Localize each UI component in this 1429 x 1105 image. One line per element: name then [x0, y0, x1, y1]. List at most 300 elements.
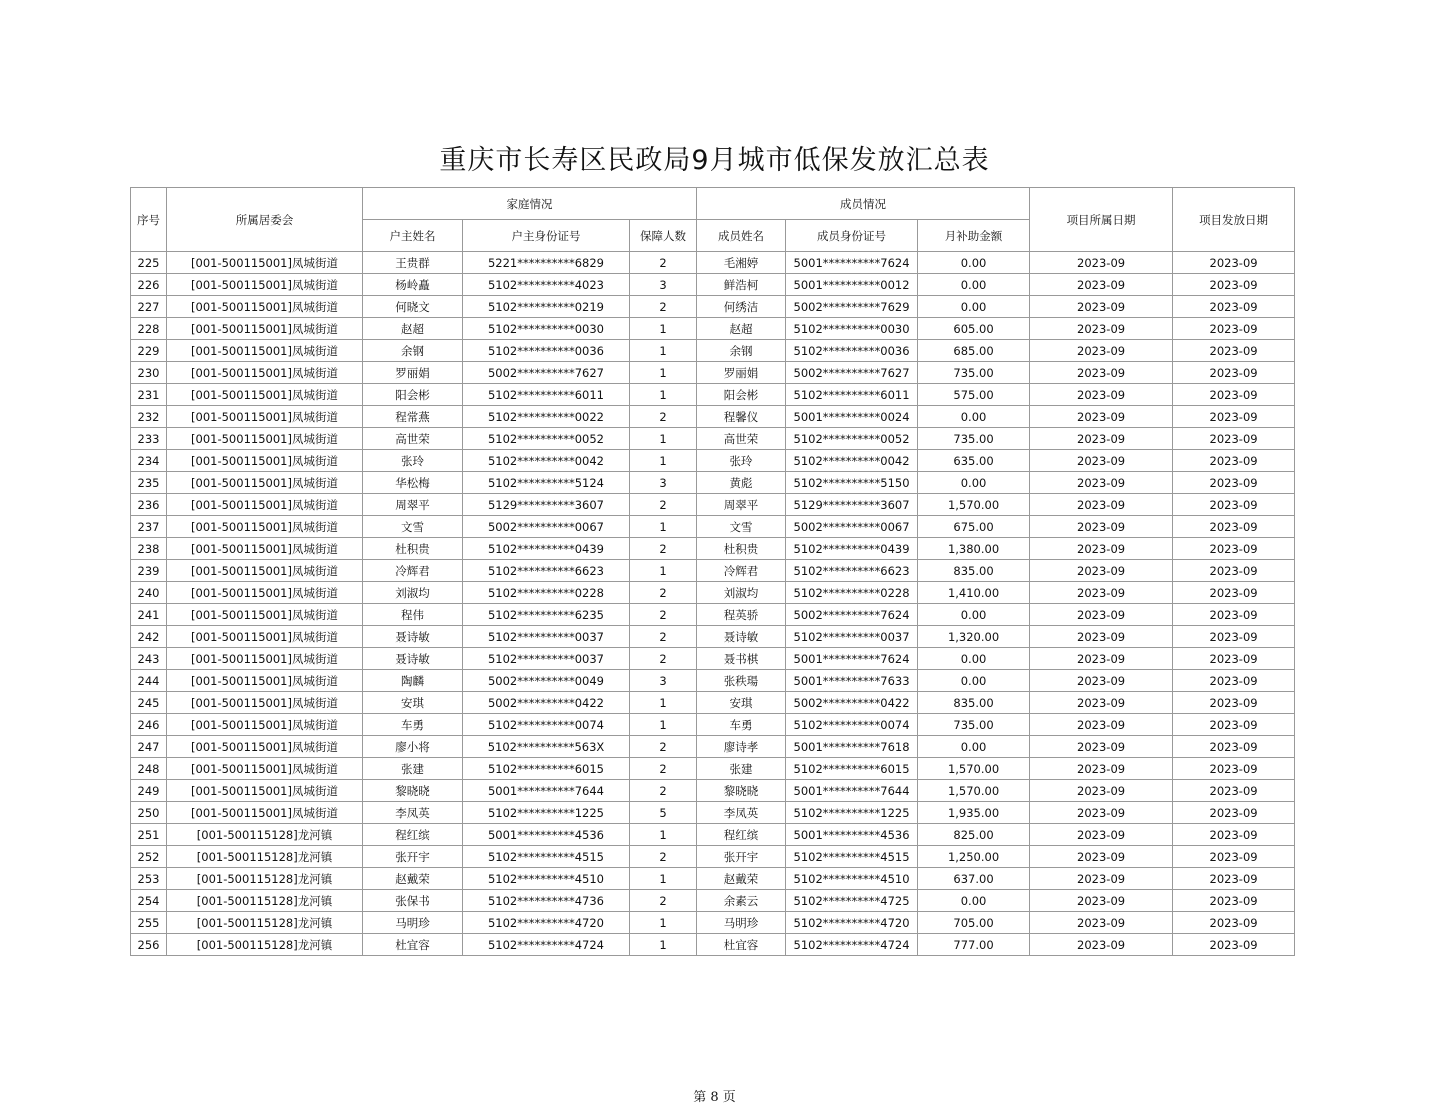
covered-count-cell: 2	[630, 582, 697, 604]
committee-cell: [001-500115001]凤城街道	[167, 516, 363, 538]
project-date-cell: 2023-09	[1030, 934, 1173, 956]
seq-cell: 235	[131, 472, 167, 494]
owner-name-cell: 罗丽娟	[363, 362, 463, 384]
covered-count-cell: 1	[630, 692, 697, 714]
committee-cell: [001-500115001]凤城街道	[167, 626, 363, 648]
committee-cell: [001-500115001]凤城街道	[167, 714, 363, 736]
covered-count-cell: 1	[630, 560, 697, 582]
seq-cell: 237	[131, 516, 167, 538]
covered-count-cell: 2	[630, 626, 697, 648]
committee-cell: [001-500115001]凤城街道	[167, 670, 363, 692]
monthly-subsidy-cell: 1,935.00	[918, 802, 1030, 824]
header-covered-count: 保障人数	[630, 220, 697, 252]
issue-date-cell: 2023-09	[1173, 604, 1295, 626]
owner-id-cell: 5102**********4736	[463, 890, 630, 912]
issue-date-cell: 2023-09	[1173, 362, 1295, 384]
owner-id-cell: 5102**********0042	[463, 450, 630, 472]
member-name-cell: 张建	[697, 758, 786, 780]
owner-name-cell: 杨岭矗	[363, 274, 463, 296]
member-name-cell: 高世荣	[697, 428, 786, 450]
seq-cell: 247	[131, 736, 167, 758]
owner-id-cell: 5102**********0052	[463, 428, 630, 450]
header-member-name: 成员姓名	[697, 220, 786, 252]
table-row	[131, 912, 1295, 934]
project-date-cell: 2023-09	[1030, 648, 1173, 670]
monthly-subsidy-cell: 835.00	[918, 692, 1030, 714]
owner-id-cell: 5102**********0036	[463, 340, 630, 362]
monthly-subsidy-cell: 1,380.00	[918, 538, 1030, 560]
owner-id-cell: 5001**********4536	[463, 824, 630, 846]
project-date-cell: 2023-09	[1030, 560, 1173, 582]
owner-id-cell: 5221**********6829	[463, 252, 630, 274]
covered-count-cell: 3	[630, 670, 697, 692]
monthly-subsidy-cell: 1,320.00	[918, 626, 1030, 648]
header-owner-id: 户主身份证号	[463, 220, 630, 252]
member-id-cell: 5102**********0030	[786, 318, 918, 340]
seq-cell: 226	[131, 274, 167, 296]
covered-count-cell: 2	[630, 736, 697, 758]
member-name-cell: 聂诗敏	[697, 626, 786, 648]
project-date-cell: 2023-09	[1030, 670, 1173, 692]
monthly-subsidy-cell: 1,570.00	[918, 780, 1030, 802]
project-date-cell: 2023-09	[1030, 802, 1173, 824]
issue-date-cell: 2023-09	[1173, 406, 1295, 428]
committee-cell: [001-500115128]龙河镇	[167, 890, 363, 912]
project-date-cell: 2023-09	[1030, 516, 1173, 538]
owner-name-cell: 车勇	[363, 714, 463, 736]
owner-name-cell: 廖小将	[363, 736, 463, 758]
table-row	[131, 472, 1295, 494]
issue-date-cell: 2023-09	[1173, 780, 1295, 802]
owner-name-cell: 安琪	[363, 692, 463, 714]
member-name-cell: 程馨仪	[697, 406, 786, 428]
member-id-cell: 5002**********0422	[786, 692, 918, 714]
header-family-group: 家庭情况	[363, 188, 697, 220]
owner-id-cell: 5102**********6623	[463, 560, 630, 582]
owner-id-cell: 5002**********0067	[463, 516, 630, 538]
table-row	[131, 802, 1295, 824]
table-row	[131, 648, 1295, 670]
project-date-cell: 2023-09	[1030, 692, 1173, 714]
project-date-cell: 2023-09	[1030, 494, 1173, 516]
issue-date-cell: 2023-09	[1173, 450, 1295, 472]
member-id-cell: 5102**********5150	[786, 472, 918, 494]
owner-id-cell: 5102**********563X	[463, 736, 630, 758]
member-id-cell: 5001**********4536	[786, 824, 918, 846]
covered-count-cell: 1	[630, 824, 697, 846]
covered-count-cell: 1	[630, 450, 697, 472]
covered-count-cell: 2	[630, 406, 697, 428]
covered-count-cell: 1	[630, 868, 697, 890]
covered-count-cell: 1	[630, 428, 697, 450]
covered-count-cell: 1	[630, 516, 697, 538]
covered-count-cell: 2	[630, 538, 697, 560]
member-name-cell: 刘淑均	[697, 582, 786, 604]
member-id-cell: 5102**********0439	[786, 538, 918, 560]
member-id-cell: 5102**********6623	[786, 560, 918, 582]
page-title: 重庆市长寿区民政局9月城市低保发放汇总表	[439, 145, 990, 176]
committee-cell: [001-500115001]凤城街道	[167, 428, 363, 450]
issue-date-cell: 2023-09	[1173, 296, 1295, 318]
monthly-subsidy-cell: 637.00	[918, 868, 1030, 890]
member-name-cell: 聂书棋	[697, 648, 786, 670]
member-id-cell: 5001**********0012	[786, 274, 918, 296]
committee-cell: [001-500115001]凤城街道	[167, 362, 363, 384]
table-row	[131, 626, 1295, 648]
member-name-cell: 鲜浩柯	[697, 274, 786, 296]
member-id-cell: 5102**********4725	[786, 890, 918, 912]
owner-name-cell: 陶麟	[363, 670, 463, 692]
project-date-cell: 2023-09	[1030, 626, 1173, 648]
monthly-subsidy-cell: 0.00	[918, 252, 1030, 274]
table-row	[131, 274, 1295, 296]
member-name-cell: 张玲	[697, 450, 786, 472]
committee-cell: [001-500115001]凤城街道	[167, 274, 363, 296]
issue-date-cell: 2023-09	[1173, 912, 1295, 934]
table-row	[131, 318, 1295, 340]
member-name-cell: 廖诗孝	[697, 736, 786, 758]
issue-date-cell: 2023-09	[1173, 472, 1295, 494]
seq-cell: 230	[131, 362, 167, 384]
covered-count-cell: 1	[630, 714, 697, 736]
monthly-subsidy-cell: 0.00	[918, 604, 1030, 626]
covered-count-cell: 1	[630, 384, 697, 406]
member-name-cell: 黄彪	[697, 472, 786, 494]
owner-name-cell: 马明珍	[363, 912, 463, 934]
seq-cell: 252	[131, 846, 167, 868]
member-id-cell: 5001**********7624	[786, 252, 918, 274]
table-row	[131, 428, 1295, 450]
committee-cell: [001-500115128]龙河镇	[167, 846, 363, 868]
owner-id-cell: 5129**********3607	[463, 494, 630, 516]
issue-date-cell: 2023-09	[1173, 714, 1295, 736]
project-date-cell: 2023-09	[1030, 714, 1173, 736]
monthly-subsidy-cell: 0.00	[918, 670, 1030, 692]
table-row	[131, 824, 1295, 846]
member-id-cell: 5102**********6011	[786, 384, 918, 406]
seq-cell: 232	[131, 406, 167, 428]
member-name-cell: 安琪	[697, 692, 786, 714]
member-name-cell: 阳会彬	[697, 384, 786, 406]
member-id-cell: 5102**********0042	[786, 450, 918, 472]
owner-name-cell: 杜宜容	[363, 934, 463, 956]
committee-cell: [001-500115128]龙河镇	[167, 868, 363, 890]
table-row	[131, 714, 1295, 736]
covered-count-cell: 2	[630, 604, 697, 626]
issue-date-cell: 2023-09	[1173, 626, 1295, 648]
issue-date-cell: 2023-09	[1173, 934, 1295, 956]
issue-date-cell: 2023-09	[1173, 274, 1295, 296]
project-date-cell: 2023-09	[1030, 450, 1173, 472]
table-row	[131, 450, 1295, 472]
table-row	[131, 934, 1295, 956]
seq-cell: 229	[131, 340, 167, 362]
member-name-cell: 余素云	[697, 890, 786, 912]
header-seq: 序号	[131, 188, 167, 252]
owner-name-cell: 程红缤	[363, 824, 463, 846]
table-row	[131, 252, 1295, 274]
committee-cell: [001-500115128]龙河镇	[167, 934, 363, 956]
table-row	[131, 692, 1295, 714]
committee-cell: [001-500115001]凤城街道	[167, 384, 363, 406]
owner-id-cell: 5102**********0037	[463, 626, 630, 648]
issue-date-cell: 2023-09	[1173, 384, 1295, 406]
issue-date-cell: 2023-09	[1173, 516, 1295, 538]
header-member-group: 成员情况	[697, 188, 1030, 220]
owner-id-cell: 5102**********4724	[463, 934, 630, 956]
member-name-cell: 毛湘婷	[697, 252, 786, 274]
monthly-subsidy-cell: 777.00	[918, 934, 1030, 956]
covered-count-cell: 5	[630, 802, 697, 824]
committee-cell: [001-500115001]凤城街道	[167, 802, 363, 824]
committee-cell: [001-500115001]凤城街道	[167, 318, 363, 340]
table-row	[131, 340, 1295, 362]
seq-cell: 231	[131, 384, 167, 406]
table-row	[131, 494, 1295, 516]
owner-name-cell: 余钢	[363, 340, 463, 362]
owner-id-cell: 5102**********0037	[463, 648, 630, 670]
committee-cell: [001-500115001]凤城街道	[167, 604, 363, 626]
covered-count-cell: 1	[630, 362, 697, 384]
seq-cell: 236	[131, 494, 167, 516]
table-row	[131, 362, 1295, 384]
owner-id-cell: 5002**********0422	[463, 692, 630, 714]
member-name-cell: 赵戴荣	[697, 868, 786, 890]
project-date-cell: 2023-09	[1030, 340, 1173, 362]
covered-count-cell: 1	[630, 934, 697, 956]
project-date-cell: 2023-09	[1030, 406, 1173, 428]
issue-date-cell: 2023-09	[1173, 494, 1295, 516]
committee-cell: [001-500115001]凤城街道	[167, 736, 363, 758]
member-name-cell: 张幵宇	[697, 846, 786, 868]
project-date-cell: 2023-09	[1030, 890, 1173, 912]
project-date-cell: 2023-09	[1030, 274, 1173, 296]
seq-cell: 249	[131, 780, 167, 802]
seq-cell: 253	[131, 868, 167, 890]
issue-date-cell: 2023-09	[1173, 758, 1295, 780]
covered-count-cell: 2	[630, 252, 697, 274]
owner-id-cell: 5002**********7627	[463, 362, 630, 384]
monthly-subsidy-cell: 735.00	[918, 714, 1030, 736]
owner-name-cell: 华松梅	[363, 472, 463, 494]
issue-date-cell: 2023-09	[1173, 824, 1295, 846]
owner-name-cell: 周翠平	[363, 494, 463, 516]
seq-cell: 245	[131, 692, 167, 714]
issue-date-cell: 2023-09	[1173, 802, 1295, 824]
monthly-subsidy-cell: 825.00	[918, 824, 1030, 846]
issue-date-cell: 2023-09	[1173, 670, 1295, 692]
committee-cell: [001-500115001]凤城街道	[167, 296, 363, 318]
monthly-subsidy-cell: 705.00	[918, 912, 1030, 934]
owner-name-cell: 程常燕	[363, 406, 463, 428]
table-row	[131, 560, 1295, 582]
header-project-date: 项目所属日期	[1030, 188, 1173, 252]
committee-cell: [001-500115001]凤城街道	[167, 560, 363, 582]
committee-cell: [001-500115001]凤城街道	[167, 538, 363, 560]
member-name-cell: 冷辉君	[697, 560, 786, 582]
owner-id-cell: 5102**********6011	[463, 384, 630, 406]
seq-cell: 248	[131, 758, 167, 780]
seq-cell: 256	[131, 934, 167, 956]
project-date-cell: 2023-09	[1030, 758, 1173, 780]
covered-count-cell: 1	[630, 912, 697, 934]
seq-cell: 251	[131, 824, 167, 846]
member-id-cell: 5102**********6015	[786, 758, 918, 780]
project-date-cell: 2023-09	[1030, 912, 1173, 934]
covered-count-cell: 2	[630, 890, 697, 912]
member-id-cell: 5102**********0036	[786, 340, 918, 362]
owner-name-cell: 王贵群	[363, 252, 463, 274]
member-id-cell: 5102**********0074	[786, 714, 918, 736]
member-id-cell: 5102**********4515	[786, 846, 918, 868]
project-date-cell: 2023-09	[1030, 868, 1173, 890]
monthly-subsidy-cell: 0.00	[918, 274, 1030, 296]
project-date-cell: 2023-09	[1030, 604, 1173, 626]
monthly-subsidy-cell: 675.00	[918, 516, 1030, 538]
seq-cell: 234	[131, 450, 167, 472]
committee-cell: [001-500115001]凤城街道	[167, 340, 363, 362]
committee-cell: [001-500115001]凤城街道	[167, 582, 363, 604]
owner-id-cell: 5102**********4023	[463, 274, 630, 296]
issue-date-cell: 2023-09	[1173, 890, 1295, 912]
header-member-id: 成员身份证号	[786, 220, 918, 252]
owner-name-cell: 聂诗敏	[363, 648, 463, 670]
monthly-subsidy-cell: 835.00	[918, 560, 1030, 582]
owner-name-cell: 张保书	[363, 890, 463, 912]
member-id-cell: 5102**********1225	[786, 802, 918, 824]
seq-cell: 228	[131, 318, 167, 340]
monthly-subsidy-cell: 0.00	[918, 296, 1030, 318]
header-owner-name: 户主姓名	[363, 220, 463, 252]
owner-name-cell: 聂诗敏	[363, 626, 463, 648]
header-committee: 所属居委会	[167, 188, 363, 252]
project-date-cell: 2023-09	[1030, 472, 1173, 494]
member-id-cell: 5002**********7627	[786, 362, 918, 384]
owner-id-cell: 5002**********0049	[463, 670, 630, 692]
member-name-cell: 张秩瑒	[697, 670, 786, 692]
table-row	[131, 758, 1295, 780]
owner-name-cell: 文雪	[363, 516, 463, 538]
monthly-subsidy-cell: 735.00	[918, 362, 1030, 384]
owner-name-cell: 刘淑均	[363, 582, 463, 604]
table-row	[131, 406, 1295, 428]
member-name-cell: 何绣洁	[697, 296, 786, 318]
owner-id-cell: 5102**********6015	[463, 758, 630, 780]
owner-id-cell: 5102**********4510	[463, 868, 630, 890]
member-name-cell: 杜宜容	[697, 934, 786, 956]
subsidy-table	[130, 187, 1295, 956]
seq-cell: 240	[131, 582, 167, 604]
owner-name-cell: 黎晓晓	[363, 780, 463, 802]
owner-name-cell: 张幵宇	[363, 846, 463, 868]
issue-date-cell: 2023-09	[1173, 340, 1295, 362]
table-row	[131, 384, 1295, 406]
seq-cell: 242	[131, 626, 167, 648]
owner-id-cell: 5102**********0074	[463, 714, 630, 736]
monthly-subsidy-cell: 1,570.00	[918, 758, 1030, 780]
member-id-cell: 5102**********4720	[786, 912, 918, 934]
member-id-cell: 5001**********7644	[786, 780, 918, 802]
member-id-cell: 5102**********0037	[786, 626, 918, 648]
table-body	[131, 252, 1295, 956]
project-date-cell: 2023-09	[1030, 824, 1173, 846]
project-date-cell: 2023-09	[1030, 428, 1173, 450]
seq-cell: 239	[131, 560, 167, 582]
member-id-cell: 5002**********7629	[786, 296, 918, 318]
page-number: 第 8 页	[693, 1090, 736, 1105]
member-name-cell: 李凤英	[697, 802, 786, 824]
seq-cell: 255	[131, 912, 167, 934]
member-name-cell: 文雪	[697, 516, 786, 538]
owner-name-cell: 赵超	[363, 318, 463, 340]
owner-id-cell: 5102**********1225	[463, 802, 630, 824]
issue-date-cell: 2023-09	[1173, 560, 1295, 582]
issue-date-cell: 2023-09	[1173, 648, 1295, 670]
owner-name-cell: 何晓文	[363, 296, 463, 318]
owner-name-cell: 张建	[363, 758, 463, 780]
issue-date-cell: 2023-09	[1173, 736, 1295, 758]
member-name-cell: 程英骄	[697, 604, 786, 626]
monthly-subsidy-cell: 0.00	[918, 736, 1030, 758]
covered-count-cell: 2	[630, 846, 697, 868]
owner-id-cell: 5102**********4515	[463, 846, 630, 868]
table-row	[131, 890, 1295, 912]
seq-cell: 233	[131, 428, 167, 450]
issue-date-cell: 2023-09	[1173, 868, 1295, 890]
table-header	[131, 188, 1295, 252]
committee-cell: [001-500115001]凤城街道	[167, 780, 363, 802]
member-id-cell: 5102**********4724	[786, 934, 918, 956]
committee-cell: [001-500115001]凤城街道	[167, 406, 363, 428]
committee-cell: [001-500115128]龙河镇	[167, 824, 363, 846]
covered-count-cell: 2	[630, 780, 697, 802]
table-row	[131, 582, 1295, 604]
project-date-cell: 2023-09	[1030, 780, 1173, 802]
issue-date-cell: 2023-09	[1173, 692, 1295, 714]
owner-id-cell: 5102**********5124	[463, 472, 630, 494]
issue-date-cell: 2023-09	[1173, 538, 1295, 560]
project-date-cell: 2023-09	[1030, 736, 1173, 758]
owner-name-cell: 阳会彬	[363, 384, 463, 406]
owner-id-cell: 5102**********4720	[463, 912, 630, 934]
monthly-subsidy-cell: 1,570.00	[918, 494, 1030, 516]
project-date-cell: 2023-09	[1030, 318, 1173, 340]
header-issue-date: 项目发放日期	[1173, 188, 1295, 252]
member-id-cell: 5001**********7624	[786, 648, 918, 670]
table-row	[131, 868, 1295, 890]
covered-count-cell: 2	[630, 648, 697, 670]
issue-date-cell: 2023-09	[1173, 252, 1295, 274]
owner-name-cell: 高世荣	[363, 428, 463, 450]
committee-cell: [001-500115001]凤城街道	[167, 648, 363, 670]
monthly-subsidy-cell: 0.00	[918, 890, 1030, 912]
project-date-cell: 2023-09	[1030, 582, 1173, 604]
monthly-subsidy-cell: 1,250.00	[918, 846, 1030, 868]
member-name-cell: 余钢	[697, 340, 786, 362]
owner-id-cell: 5102**********0022	[463, 406, 630, 428]
committee-cell: [001-500115001]凤城街道	[167, 450, 363, 472]
owner-id-cell: 5102**********0219	[463, 296, 630, 318]
member-id-cell: 5129**********3607	[786, 494, 918, 516]
owner-id-cell: 5102**********0228	[463, 582, 630, 604]
seq-cell: 243	[131, 648, 167, 670]
covered-count-cell: 2	[630, 296, 697, 318]
covered-count-cell: 2	[630, 494, 697, 516]
owner-name-cell: 冷辉君	[363, 560, 463, 582]
committee-cell: [001-500115001]凤城街道	[167, 472, 363, 494]
committee-cell: [001-500115128]龙河镇	[167, 912, 363, 934]
committee-cell: [001-500115001]凤城街道	[167, 252, 363, 274]
